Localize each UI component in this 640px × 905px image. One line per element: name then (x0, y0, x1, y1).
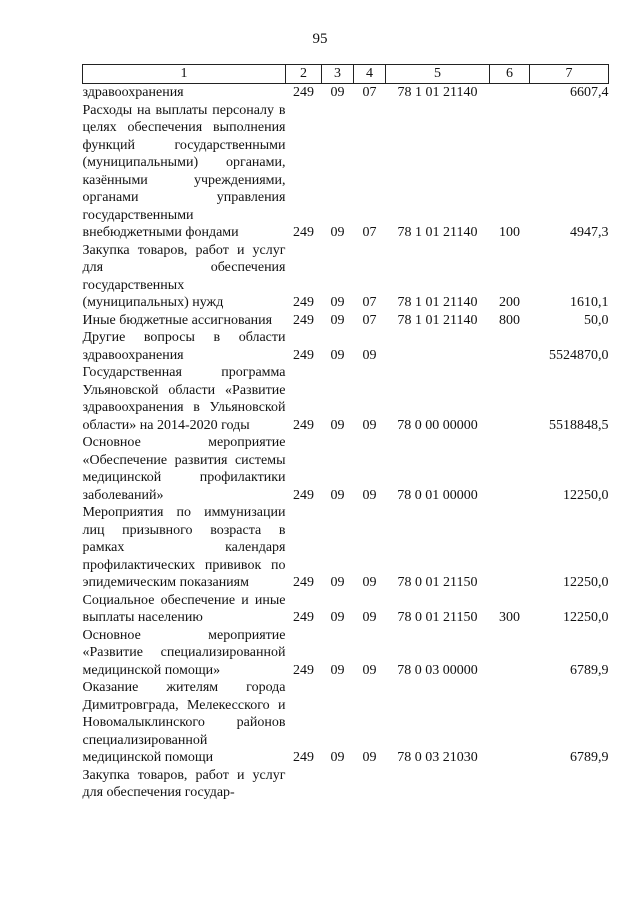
row-code-5: 78 0 00 00000 (397, 417, 478, 433)
table-row (83, 592, 609, 627)
row-code-2: 249 (293, 575, 314, 590)
header-col-1: 1 (83, 65, 286, 84)
row-code-5: 78 0 01 00000 (397, 487, 478, 503)
header-col-2: 2 (286, 65, 322, 84)
row-code-4: 07 (362, 85, 377, 100)
row-code-5 (386, 329, 490, 364)
row-code-5: 78 1 01 21140 (397, 85, 478, 100)
row-code-3: 09 (330, 295, 345, 310)
table-row (83, 312, 609, 330)
row-name: Основное мероприятие «Обеспечение развития системы медицинской профилактики заболеваний» (82, 435, 286, 503)
row-code-2: 249 (293, 225, 314, 240)
row-amount: 1610,1 (570, 295, 609, 310)
row-code-5: 78 0 03 00000 (397, 662, 478, 678)
header-row (83, 65, 609, 84)
row-amount: 12250,0 (563, 610, 609, 625)
row-code-2: 249 (293, 417, 314, 433)
table-row (83, 504, 609, 592)
header-col-3: 3 (322, 65, 354, 84)
row-code-4: 09 (362, 750, 377, 765)
row-name: Государственная программа Ульяновской области «Развитие здравоохранения в Ульяновской области» на 2014-2020 годы (82, 365, 286, 433)
row-code-3: 09 (330, 225, 345, 240)
row-code-2: 249 (293, 295, 314, 310)
row-code-4: 07 (362, 295, 377, 310)
row-code-4: 09 (362, 575, 377, 590)
header-col-5: 5 (386, 65, 490, 84)
table-row (83, 102, 609, 242)
row-amount (530, 767, 609, 802)
row-amount: 12250,0 (563, 487, 609, 503)
row-code-2: 249 (293, 610, 314, 625)
row-name: Расходы на выплаты персоналу в целях обеспечения выполнения функций государственными (муниципальными) органами, казёнными учреждениями, органами управления государственными внебюджетными фондами (82, 102, 286, 240)
table-row (83, 627, 609, 680)
row-code-4: 09 (362, 487, 377, 503)
row-code-2: 249 (293, 85, 314, 100)
row-name: Другие вопросы в области здравоохранения (82, 330, 286, 363)
table-row (83, 364, 609, 434)
row-name: Оказание жителям города Димитровграда, Мелекесского и Новомалыклинского районов специализированной медицинской помощи (82, 680, 286, 765)
row-name: Основное мероприятие «Развитие специализированной медицинской помощи» (82, 627, 286, 678)
table-row (83, 329, 609, 364)
row-amount: 6789,9 (570, 662, 609, 678)
row-code-4: 09 (362, 417, 377, 433)
header-col-7: 7 (530, 65, 609, 84)
row-code-3: 09 (330, 610, 345, 625)
row-name: здравоохранения (82, 85, 184, 100)
row-code-4: 09 (362, 610, 377, 625)
row-amount: 5518848,5 (549, 417, 609, 433)
table-row (83, 679, 609, 767)
row-amount: 6607,4 (570, 85, 609, 100)
row-code-3 (322, 767, 354, 802)
row-code-4: 09 (362, 347, 377, 363)
row-code-6 (490, 434, 530, 504)
row-code-2: 249 (293, 662, 314, 678)
table-row (83, 767, 609, 802)
row-code-2: 249 (293, 750, 314, 765)
row-code-3: 09 (330, 85, 345, 100)
row-code-3: 09 (330, 312, 345, 328)
row-code-6 (490, 679, 530, 767)
row-code-6 (490, 84, 530, 102)
header-col-4: 4 (354, 65, 386, 84)
row-code-5: 78 0 01 21150 (397, 575, 478, 590)
row-code-2 (286, 767, 322, 802)
row-code-6 (490, 329, 530, 364)
page-number: 95 (312, 31, 328, 47)
row-amount: 5524870,0 (549, 347, 609, 363)
row-code-3: 09 (330, 575, 345, 590)
row-code-5: 78 1 01 21140 (397, 225, 478, 240)
row-name: Закупка товаров, работ и услуг для обеспечения государ- (82, 767, 286, 800)
row-code-6 (490, 767, 530, 802)
row-code-4 (354, 767, 386, 802)
row-code-4: 09 (362, 662, 377, 678)
row-code-6: 300 (499, 610, 520, 625)
table-row (83, 242, 609, 312)
row-amount: 12250,0 (563, 575, 609, 590)
table-header (83, 65, 609, 84)
row-code-4: 07 (362, 225, 377, 240)
row-code-6: 200 (499, 295, 520, 310)
row-code-5: 78 0 03 21030 (397, 750, 478, 765)
budget-table (82, 64, 609, 802)
header-col-6: 6 (490, 65, 530, 84)
row-code-6 (490, 504, 530, 592)
row-code-5: 78 1 01 21140 (397, 295, 478, 310)
row-amount: 6789,9 (570, 750, 609, 765)
row-amount: 50,0 (584, 312, 609, 328)
row-code-3: 09 (330, 487, 345, 503)
row-code-6 (490, 627, 530, 680)
row-code-4: 07 (362, 312, 377, 328)
table-row (83, 434, 609, 504)
row-name: Мероприятия по иммунизации лиц призывного возраста в рамках календаря профилактических прививок по эпидемическим показаниям (82, 505, 286, 590)
row-code-6: 800 (499, 312, 520, 328)
row-code-5 (386, 767, 490, 802)
row-name: Закупка товаров, работ и услуг для обеспечения государственных (муниципальных) нужд (82, 242, 286, 310)
row-code-5: 78 1 01 21140 (397, 312, 478, 328)
row-code-2: 249 (293, 312, 314, 328)
row-code-2: 249 (293, 347, 314, 363)
table-body (83, 84, 609, 802)
row-code-5: 78 0 01 21150 (397, 610, 478, 625)
row-code-6: 100 (499, 225, 520, 240)
row-amount: 4947,3 (570, 225, 609, 240)
row-name: Иные бюджетные ассигнования (82, 312, 273, 328)
row-name: Социальное обеспечение и иные выплаты населению (82, 592, 286, 625)
row-code-3: 09 (330, 417, 345, 433)
row-code-3: 09 (330, 750, 345, 765)
row-code-3: 09 (330, 347, 345, 363)
table-row (83, 84, 609, 102)
row-code-6 (490, 364, 530, 434)
row-code-3: 09 (330, 662, 345, 678)
row-code-2: 249 (293, 487, 314, 503)
